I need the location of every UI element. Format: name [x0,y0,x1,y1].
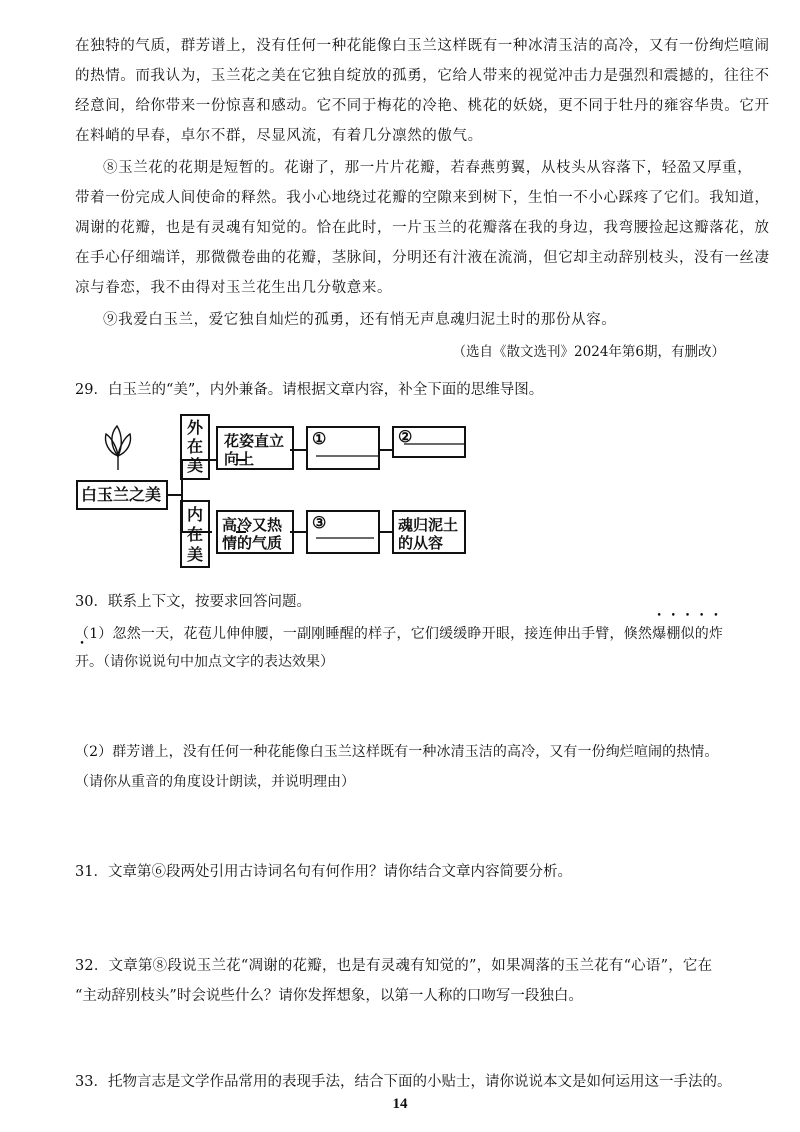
inner-box-temperament [216,510,294,554]
passage-line: ⑨我爱白玉兰，爱它独自灿烂的孤勇，还有悄无声息魂归泥土时的那份从容。 [103,312,617,328]
outer-blank-1[interactable]: ① [306,426,380,470]
inner-beauty-box [180,500,210,568]
inner-box-line: 魂归泥土 [398,516,459,534]
dotted-char: 的 [694,626,709,642]
magnolia-icon [106,426,131,470]
question-33: 33．托物言志是文学作品常用的表现手法，结合下面的小贴士，请你说说本文是如何运用这一手法的。 [75,1074,732,1090]
passage-line: 凋谢的花瓣，也是有灵魂有知觉的。恰在此时，一片玉兰的花瓣落在我的身边，我弯腰捡起这瓣落花，放 [75,220,770,236]
dotted-char: 棚 [666,626,681,642]
passage-line: 凉与眷恋，我不由得对玉兰花生出几分敬意来。 [75,280,393,296]
passage-line: 在独特的气质，群芳谱上，没有任何一种花能像白玉兰这样既有一种冰清玉洁的高冷，又有一份绚烂喧闹 [75,38,770,54]
question-31: 31．文章第⑥段两处引用古诗词名句有何作用？请你结合文章内容简要分析。 [75,864,572,880]
question-30-1-cont [75,652,725,672]
outer-label-char: 在 [186,437,203,456]
passage-line: ⑧玉兰花的花期是短暂的。花谢了，那一片片花瓣，若春燕剪翼，从枝头从容落下，轻盈又厚重， [103,160,753,176]
question-30-1 [75,624,725,644]
inner-label-char: 内 [186,505,203,524]
question-30-2: （2）群芳谱上，没有任何一种花能像白玉兰这样既有一种冰清玉洁的高冷，又有一份绚烂喧闹的热情。 [75,744,719,760]
outer-box-line: 向上 [224,450,255,468]
inner-blank-3[interactable]: ③ [306,510,380,554]
inner-box-line: 的从容 [398,534,444,552]
inner-box-line: 高冷又热 [222,516,283,534]
q30-1-text: （1）忽然一天，花苞儿伸伸腰，一副刚睡醒的样子，它们缓缓睁开眼，接连伸出手臂，倏然 [75,626,653,642]
passage-line: 带着一份完成人间使命的释然。我小心地绕过花瓣的空隙来到树下，生怕一不小心踩疼了它们。我知道， [75,190,770,206]
inner-label-char: 美 [186,545,203,564]
q30-1-instruction: 。（请你说说句中加点文字的表达效果） [89,654,334,670]
question-30-2-instruction: （请你从重音的角度设计朗读，并说明理由） [75,774,355,790]
mind-map [70,412,490,572]
passage-line: 的热情。而我认为，玉兰花之美在它独自绽放的孤勇，它给人带来的视觉冲击力是强烈和震撼的，往往不 [75,68,770,84]
dotted-char: 似 [680,626,695,642]
mind-map-root: 白玉兰之美 [76,480,168,510]
inner-box-composure [392,510,466,554]
source-note: （选自《散文选刊》2024年第6期，有删改） [452,344,725,360]
inner-box-line: 情的气质 [222,534,283,552]
question-32-cont: “主动辞别枝头”时会说些什么？请你发挥想象，以第一人称的口吻写一段独白。 [75,988,583,1004]
question-29: 29．白玉兰的“美”，内外兼备。请根据文章内容，补全下面的思维导图。 [75,382,544,398]
outer-box-line: 花姿直立 [224,432,285,450]
passage-line: 在料峭的早春，卓尔不群，尽显风流，有着几分凛然的傲气。 [75,128,483,144]
passage-line: 在手心仔细端详，那微微卷曲的花瓣，茎脉间，分明还有汁液在流淌，但它却主动辞别枝头，没有一丝凄 [75,250,770,266]
passage-line: 经意间，给你带来一份惊喜和感动。它不同于梅花的冷艳、桃花的妖娆，更不同于牡丹的雍容华贵。它开 [75,98,770,114]
page-number: 14 [392,1096,408,1112]
dotted-char: 开 [75,654,89,670]
inner-label-char: 在 [186,525,203,544]
outer-box-posture [216,426,294,470]
outer-label-char: 外 [186,418,203,437]
outer-blank-2[interactable]: ② [392,426,466,458]
question-32: 32．文章第⑧段说玉兰花“凋谢的花瓣，也是有灵魂有知觉的”，如果凋落的玉兰花有“心语”，它在 [75,958,713,974]
dotted-char: 炸 [708,626,724,642]
question-30: 30．联系上下文，按要求回答问题。 [75,594,311,610]
dotted-char: 爆 [652,626,667,642]
outer-beauty-box [180,414,210,480]
outer-label-char: 美 [186,456,203,475]
